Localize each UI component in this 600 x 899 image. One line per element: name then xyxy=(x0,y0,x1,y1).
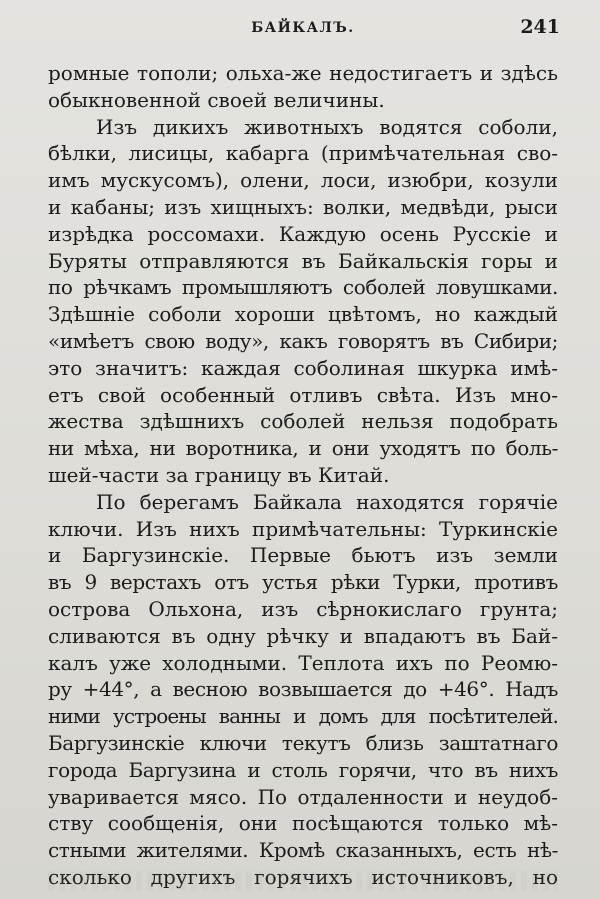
text-line: жества здѣшнихъ соболей нельзя подобрать xyxy=(48,409,558,434)
text-line: ру +44°, а весною возвышается до +46°. Надъ xyxy=(48,677,558,702)
text-line: по рѣчкамъ промышляютъ соболей ловушками. xyxy=(48,275,558,300)
text-line: ключи. Изъ нихъ примѣчательны: Туркинскіе xyxy=(48,516,558,541)
text-line: ромные тополи; ольха-же недостигаетъ и здѣсь xyxy=(48,61,558,85)
text-line: имъ мускусомъ), олени, лоси, изюбри, козули xyxy=(48,168,558,193)
bleed-through-texture xyxy=(48,871,558,891)
page-header xyxy=(48,0,558,58)
text-line: Здѣшніе соболи хороши цвѣтомъ, но каждый xyxy=(48,302,558,327)
text-line: «имѣетъ свою воду», какъ говорятъ въ Сибири; xyxy=(48,328,558,353)
text-line: сливаются въ одну рѣчку и впадаютъ въ Бай- xyxy=(48,623,558,648)
text-line: и кабаны; изъ хищныхъ: волки, медвѣди, рыси xyxy=(48,194,558,219)
text-line: острова Ольхона, изъ сѣрнокислаго грунта; xyxy=(48,596,558,621)
text-line: въ 9 верстахъ отъ устья рѣки Турки, противъ xyxy=(48,570,558,595)
text-line: изрѣдка россомахи. Каждую осень Русскіе и xyxy=(48,221,558,246)
page-number: 241 xyxy=(520,16,560,38)
text-line: Буряты отправляются въ Байкальскія горы и xyxy=(48,248,558,273)
text-line: стными жителями. Кромѣ сказанныхъ, есть нѣ- xyxy=(48,838,558,863)
text-line: сколько другихъ горячихъ источниковъ, но xyxy=(48,864,558,889)
text-line: Баргузинскіе ключи текутъ близь заштатнаго xyxy=(48,730,558,755)
text-line: ними устроены ванны и домъ для посѣтителей. xyxy=(48,704,558,729)
text-line: Изъ дикихъ животныхъ водятся соболи, xyxy=(96,114,558,139)
text-line: и Баргузинскіе. Первые бьютъ изъ земли xyxy=(48,543,558,568)
text-line: бѣлки, лисицы, кабарга (примѣчательная сво- xyxy=(48,141,558,166)
text-line: По берегамъ Байкала находятся горячіе xyxy=(96,489,558,514)
text-line: обыкновенной своей величины. xyxy=(48,87,385,112)
text-line: етъ свой особенный отливъ свѣта. Изъ мно- xyxy=(48,382,558,407)
text-line: города Баргузина и столь горячи, что въ нихъ xyxy=(48,757,558,782)
text-line: ни мѣха, ни воротника, и они уходятъ по боль- xyxy=(48,436,558,461)
text-line: шей-части за границу въ Китай. xyxy=(48,462,390,487)
body-text xyxy=(48,60,558,891)
text-line: это значитъ: каждая соболиная шкурка имѣ- xyxy=(48,355,558,380)
text-line: ству сообщенія, они посѣщаются только мѣ- xyxy=(48,811,558,836)
running-title: БАЙКАЛЪ. xyxy=(251,20,355,36)
text-line: уваривается мясо. По отдаленности и неудоб- xyxy=(48,784,558,809)
text-line: калъ уже холодными. Теплота ихъ по Реомю- xyxy=(48,650,558,675)
